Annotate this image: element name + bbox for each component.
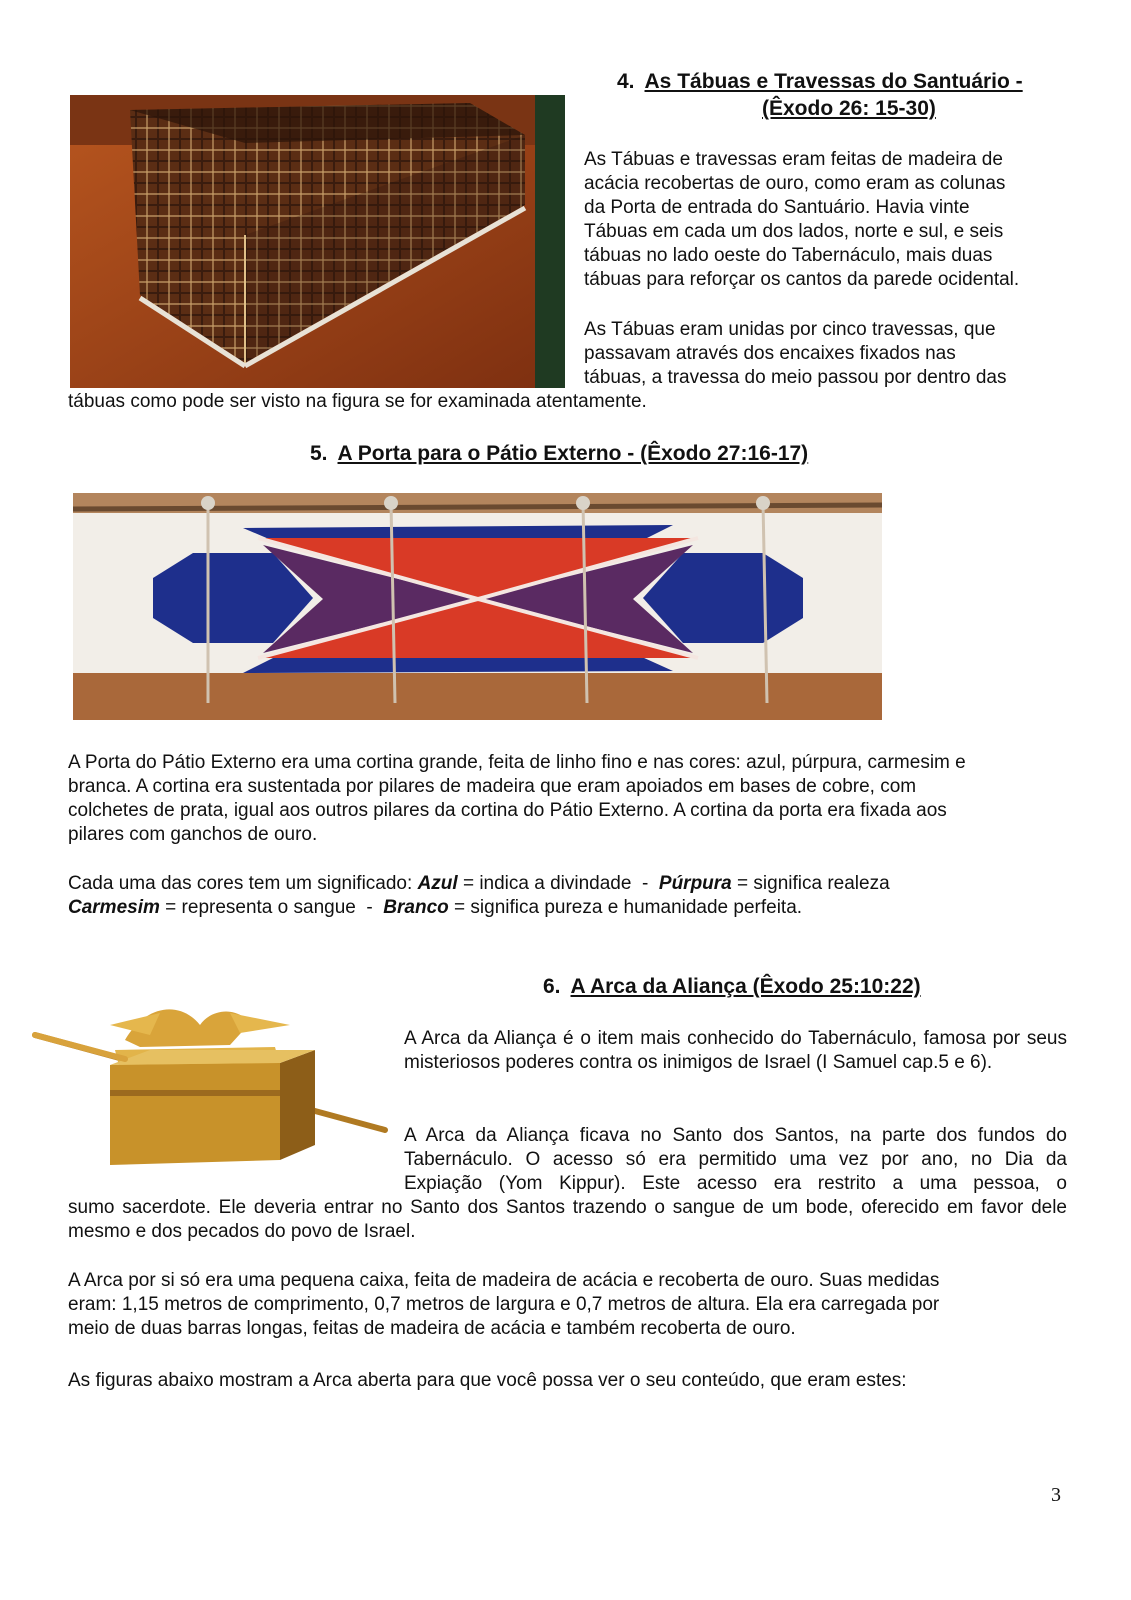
def-branco: = significa pureza e humanidade perfeita. bbox=[448, 897, 803, 918]
text-line: pilares com ganchos de ouro. bbox=[68, 824, 318, 845]
section-5-paragraph-1 bbox=[68, 751, 1068, 847]
text-line: meio de duas barras longas, feitas de madeira de acácia e também recoberta de ouro. bbox=[68, 1318, 796, 1339]
section-6-number: 6. bbox=[543, 975, 561, 998]
page-number: 3 bbox=[1051, 1484, 1061, 1506]
text-line: Tábuas em cada um dos lados, norte e sul, e seis bbox=[584, 221, 1004, 242]
term-purpura: Púrpura bbox=[658, 873, 732, 894]
text-line: tábuas no lado oeste do Tabernáculo, mais duas bbox=[584, 245, 993, 266]
term-branco: Branco bbox=[383, 897, 449, 918]
text-line: tábuas para reforçar os cantos da parede ocidental. bbox=[584, 269, 1020, 290]
ark-of-covenant-image bbox=[30, 995, 390, 1175]
def-purpura: = significa realeza bbox=[731, 873, 890, 894]
def-azul: = indica a divindade - bbox=[457, 873, 659, 894]
text-line: tábuas, a travessa do meio passou por dentro das bbox=[584, 367, 1007, 388]
text-line: passavam através dos encaixes fixados nas bbox=[584, 343, 956, 364]
text-line: As Tábuas e travessas eram feitas de madeira de bbox=[584, 149, 1003, 170]
section-4-heading-line2 bbox=[762, 95, 936, 122]
text-line: Tabernáculo. O acesso só era permitido uma vez por ano, no Dia da bbox=[404, 1149, 1067, 1170]
def-carmesim: = representa o sangue - bbox=[159, 897, 384, 918]
text-line: da Porta de entrada do Santuário. Havia vinte bbox=[584, 197, 970, 218]
section-6-paragraph-4: As figuras abaixo mostram a Arca aberta para que você possa ver o seu conteúdo, que eram estes: bbox=[68, 1370, 907, 1391]
section-5-number: 5. bbox=[310, 442, 328, 465]
section-4-title-line1: As Tábuas e Travessas do Santuário - bbox=[644, 70, 1023, 93]
tabernacle-boards-image bbox=[70, 95, 565, 388]
section-4-paragraph-2-last: tábuas como pode ser visto na figura se for examinada atentamente. bbox=[68, 391, 647, 412]
section-4-heading bbox=[617, 68, 1023, 95]
section-5-heading bbox=[310, 440, 808, 467]
section-5-colors-paragraph bbox=[68, 872, 1068, 920]
term-azul: Azul bbox=[417, 873, 458, 894]
text-line: A Arca da Aliança ficava no Santo dos Santos, na parte dos fundos do bbox=[404, 1125, 1067, 1146]
text-line: A Porta do Pátio Externo era uma cortina grande, feita de linho fino e nas cores: azul, púrpura, carmesim e bbox=[68, 752, 966, 773]
colors-intro: Cada uma das cores tem um significado: bbox=[68, 873, 418, 894]
section-4-number: 4. bbox=[617, 70, 635, 93]
section-4-paragraph-1 bbox=[584, 148, 1074, 292]
section-6-title: A Arca da Aliança (Êxodo 25:10:22) bbox=[570, 975, 921, 998]
section-5-title: A Porta para o Pátio Externo - (Êxodo 27:16-17) bbox=[337, 442, 809, 465]
text-line: As Tábuas eram unidas por cinco travessas, que bbox=[584, 319, 996, 340]
colors-line-1 bbox=[68, 872, 1068, 896]
text-line: acácia recobertas de ouro, como eram as colunas bbox=[584, 173, 1006, 194]
section-6-paragraph-3 bbox=[68, 1269, 1068, 1341]
text-line: eram: 1,15 metros de comprimento, 0,7 metros de largura e 0,7 metros de altura. Ela era carregada por bbox=[68, 1294, 940, 1315]
section-6-paragraph-2-rest: sumo sacerdote. Ele deveria entrar no Santo dos Santos trazendo o sangue de um bode, oferecido em favor dele mesmo e dos pecados do povo de Israel. bbox=[68, 1197, 1067, 1242]
text-line: A Arca por si só era uma pequena caixa, feita de madeira de acácia e recoberta de ouro. Suas medidas bbox=[68, 1270, 940, 1291]
text-line: branca. A cortina era sustentada por pilares de madeira que eram apoiados em bases de cobre, com bbox=[68, 776, 917, 797]
colors-line-2 bbox=[68, 896, 1068, 920]
section-6-paragraph-2 bbox=[404, 1124, 1067, 1196]
section-6-paragraph-1: A Arca da Aliança é o item mais conhecido do Tabernáculo, famosa por seus misteriosos poderes contra os inimigos de Israel (I Samuel cap.5 e 6). bbox=[404, 1028, 1067, 1073]
section-4-paragraph-2 bbox=[584, 318, 1074, 390]
term-carmesim: Carmesim bbox=[68, 897, 160, 918]
text-line: Expiação (Yom Kippur). Este acesso era restrito a uma pessoa, o bbox=[404, 1173, 1067, 1194]
section-6-heading bbox=[543, 973, 921, 1000]
outer-court-gate-image bbox=[73, 493, 882, 720]
section-4-title-line2: (Êxodo 26: 15-30) bbox=[762, 97, 936, 120]
text-line: colchetes de prata, igual aos outros pilares da cortina do Pátio Externo. A cortina da porta era fixada aos bbox=[68, 800, 947, 821]
